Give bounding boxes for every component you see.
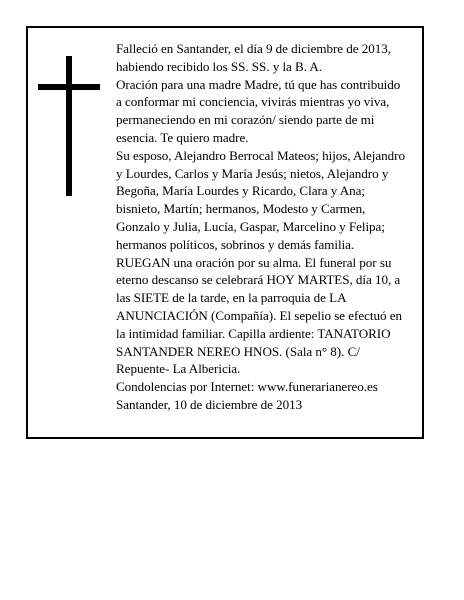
text-line: la intimidad familiar. Capilla ardiente: TANATORIO — [116, 325, 391, 341]
text-line: y Lourdes, Carlos y María Jesús; nietos, Alejandro y — [116, 165, 389, 181]
text-line: ANUNCIACIÓN (Compañía). El sepelio se efectuó en — [116, 307, 402, 323]
text-line: Begoña, María Lourdes y Ricardo, Clara y Ana; — [116, 183, 366, 199]
text-line: Repuente- La Albericia. — [116, 361, 241, 377]
text-line: bisnieto, Martín; hermanos, Modesto y Carmen, — [116, 201, 366, 217]
text-line: Su esposo, Alejandro Berrocal Mateos; hijos, Alejandro — [116, 147, 405, 163]
text-line: Santander, 10 de diciembre de 2013 — [116, 396, 303, 412]
text-line: las SIETE de la tarde, en la parroquia de LA — [116, 290, 347, 306]
text-line: SANTANDER NEREO HNOS. (Sala n° 8). C/ — [116, 343, 360, 359]
text-line: Gonzalo y Julia, Lucía, Gaspar, Marcelino y Felipa; — [116, 218, 385, 234]
cross-vertical-bar — [66, 56, 72, 196]
obituary-notice — [26, 26, 424, 439]
text-line: esencia. Te quiero madre. — [116, 129, 249, 145]
text-line: habiendo recibido los SS. SS. y la B. A. — [116, 58, 323, 74]
text-line: RUEGAN una oración por su alma. El funeral por su — [116, 254, 392, 270]
text-line: permaneciendo en mi corazón/ siendo parte de mi — [116, 112, 375, 128]
text-line: Oración para una madre Madre, tú que has contribuido — [116, 76, 401, 92]
text-line: Falleció en Santander, el día 9 de diciembre de 2013, — [116, 41, 391, 56]
text-line: eterno descanso se celebrará HOY MARTES, día 10, a — [116, 272, 401, 288]
text-line: Condolencias por Internet: www.funerarianereo.es — [116, 379, 378, 395]
text-line: a conformar mi conciencia, vivirás mientras yo viva, — [116, 94, 390, 110]
obituary-text — [116, 40, 420, 414]
cross-horizontal-bar — [38, 84, 100, 90]
text-line: hermanos políticos, sobrinos y demás familia. — [116, 236, 355, 252]
